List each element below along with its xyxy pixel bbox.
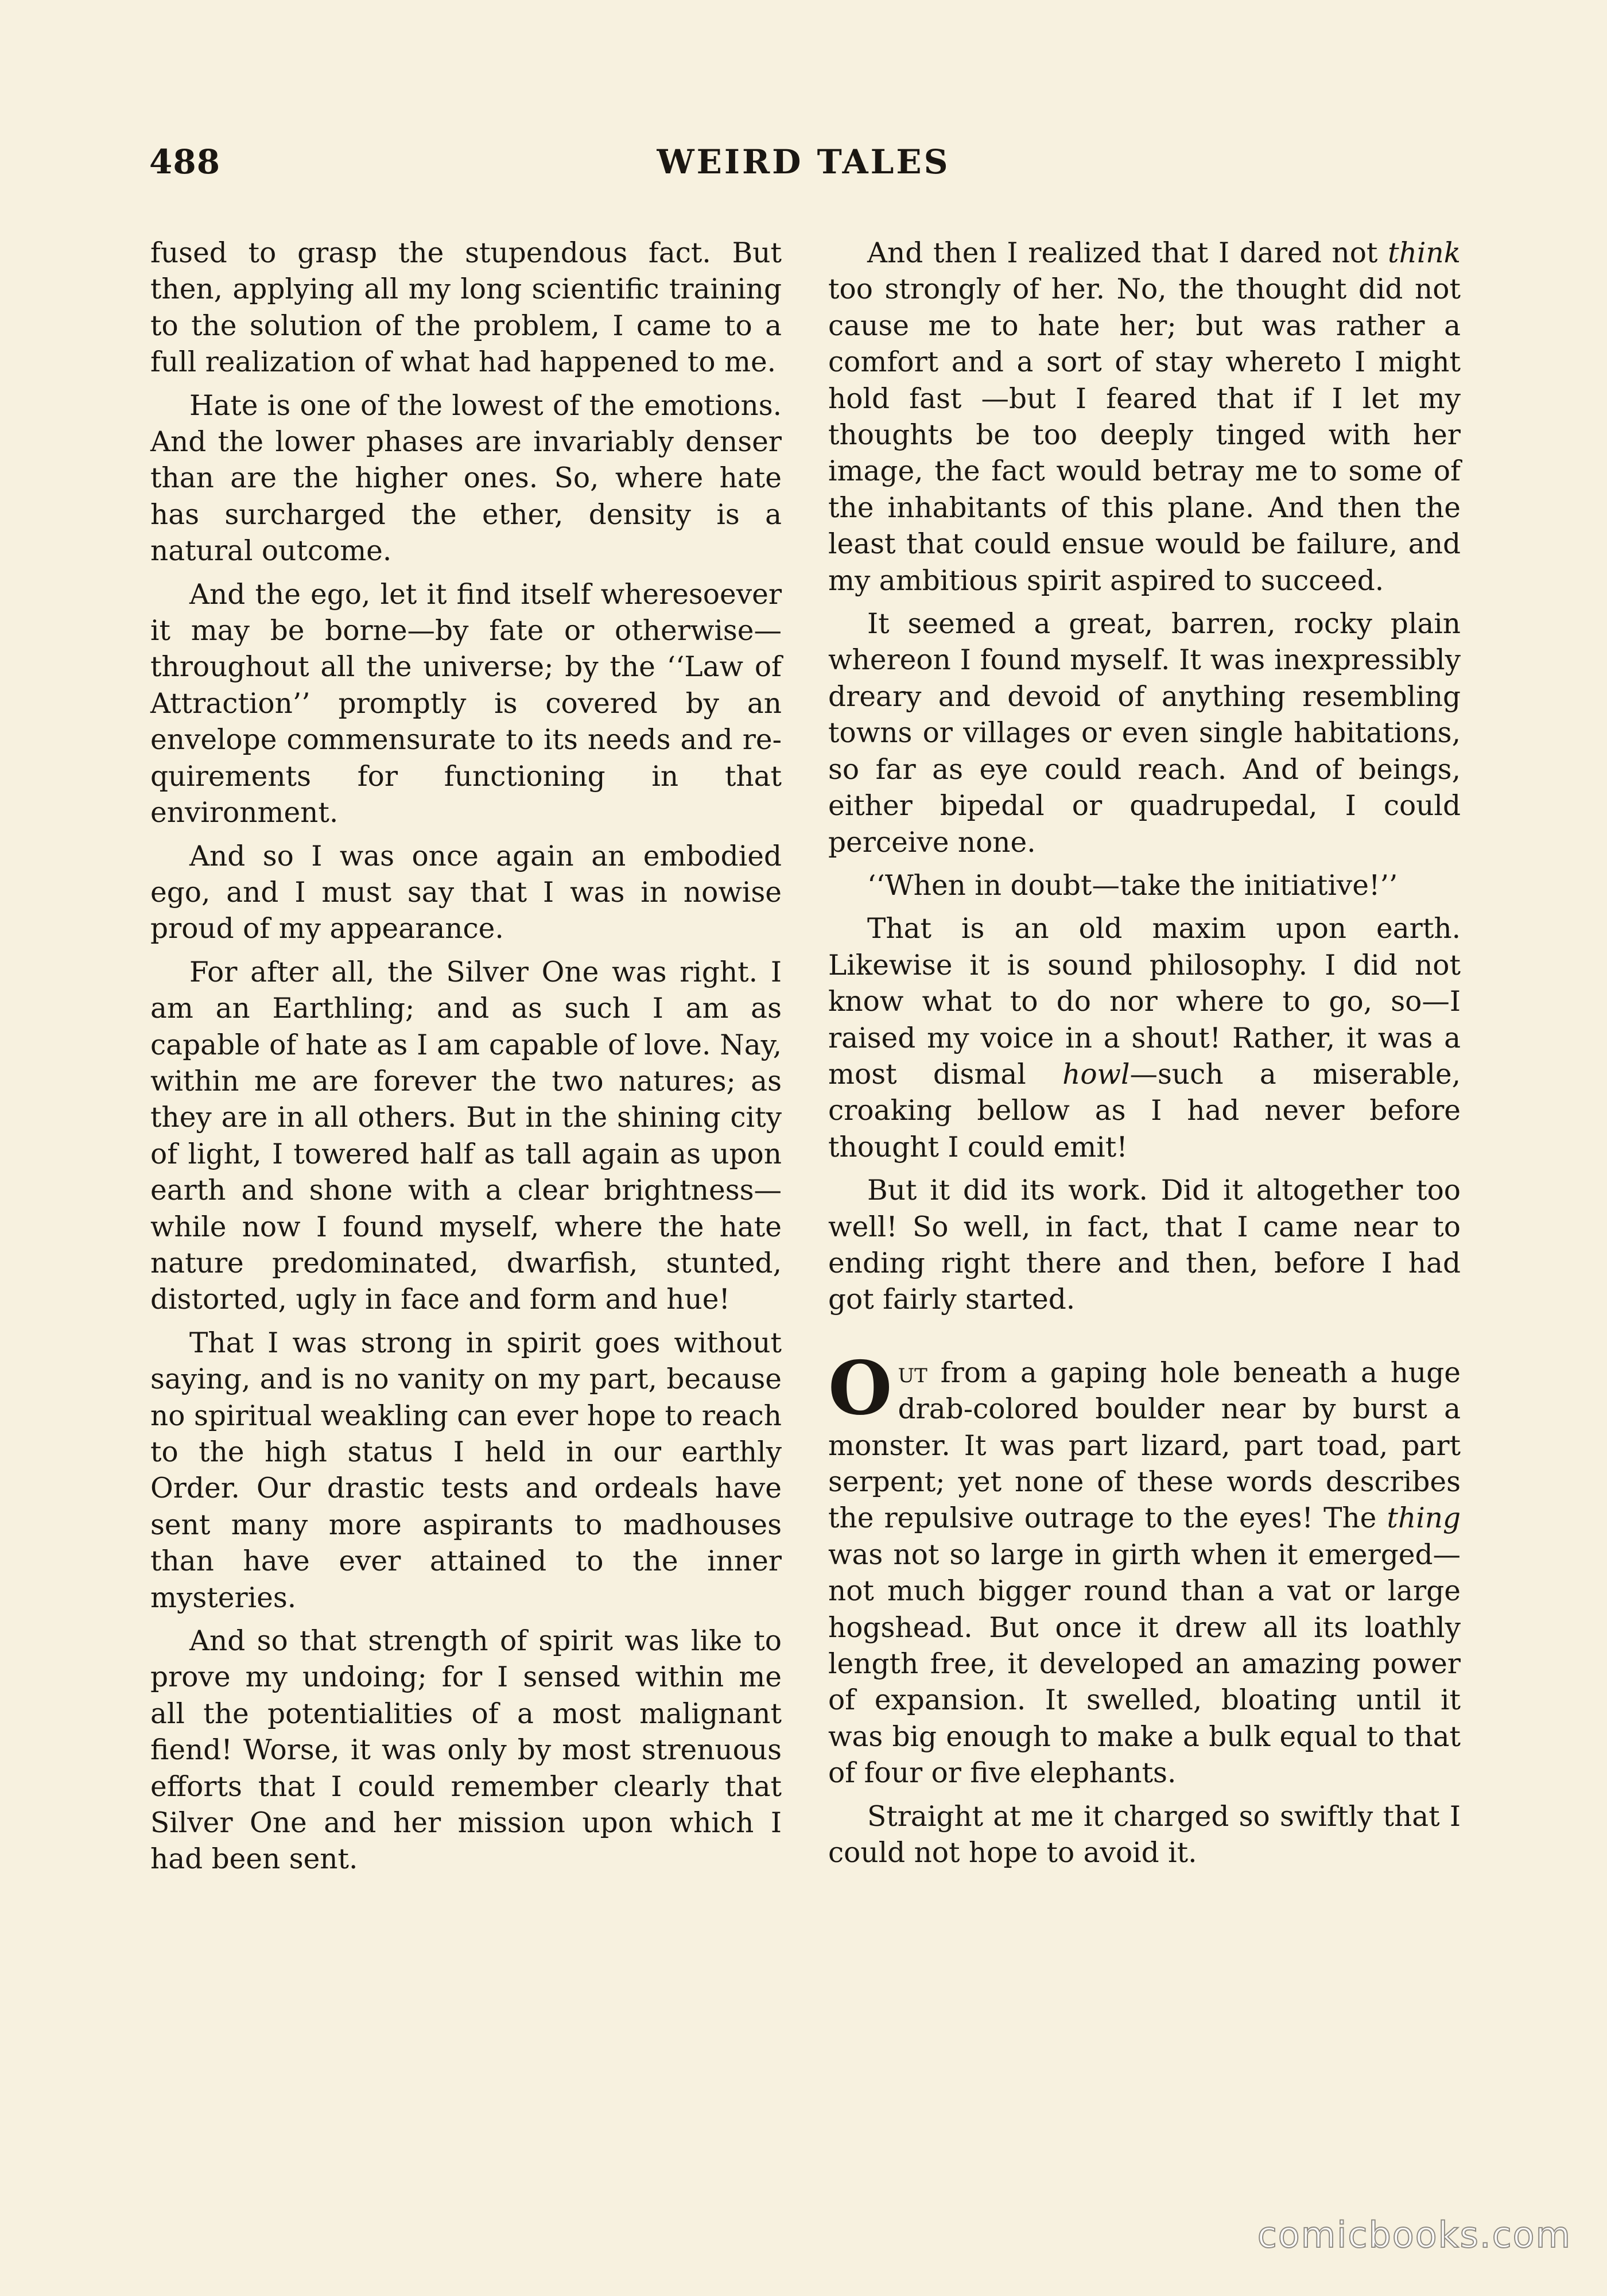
- text-run: was not so large in girth when it emerged—not much bigger round than a vat or large hogshead. But once it drew all its loathly length free, it developed an amazing power of expansion. It swelled, bloating until it was big enough to make a bulk equal to that of four or five elephants.: [828, 1538, 1461, 1790]
- paragraph: For after all, the Silver One was right. I am an Earthling; and as such I am as capable of hate as I am capable of love. Nay, within me are forever the two natures; as they are in all others. But in the shining city of light, I towered half as tall again as upon earth and shone with a clear brightness—while now I found myself, where the hate nature predominated, dwarfish, stunted, distorted, ugly in face and form and hue!: [150, 956, 782, 1316]
- left-column: [150, 235, 782, 1885]
- text-run: That is an old maxim upon earth. Likewise it is sound philosophy. I did not know what to do nor where to go, so—I raised my voice in a shout! Rather, it was a most dismal: [828, 913, 1461, 1091]
- text-run: too strongly of her. No, the thought did not cause me to hate her; but was rather a comfort and a sort of stay whereto I might hold fast —but I feared that if I let my thoughts be too deeply tinged with her image, the fact would betray me to some of the inhabitants of this plane. And then the least that could ensue would be failure, and my ambitious spirit aspired to succeed.: [828, 273, 1461, 597]
- page-header: [149, 142, 1458, 188]
- paragraph: Hate is one of the lowest of the emotions. And the lower phases are invariably denser than are the higher ones. So, where hate has surcharged the ether, density is a natural outcome.: [150, 389, 782, 568]
- emphasis: thing: [1387, 1502, 1461, 1535]
- emphasis: howl: [1062, 1058, 1130, 1091]
- paragraph: ‘‘When in doubt—take the initiative!’’: [867, 869, 1398, 902]
- paragraph: That I was strong in spirit goes without saying, and is no vanity on my part, because no spiritual weakling can ever hope to reach to the high status I held in our earthly Order. Our drastic tests and ordeals have sent many more aspirants to madhouses than have ever attained to the inner mysteries.: [150, 1327, 782, 1614]
- right-column: [828, 235, 1461, 1878]
- paragraph: And so that strength of spirit was like to prove my undoing; for I sensed within me all the potentialities of a most malignant fiend! Worse, it was only by most strenuous efforts that I could remember clearly that Silver One and her mission upon which I had been sent.: [150, 1625, 782, 1876]
- paragraph: Straight at me it charged so swiftly that I could not hope to avoid it.: [828, 1800, 1461, 1870]
- paragraph: And so I was once again an embodied ego, and I must say that I was in nowise proud of my appearance.: [150, 840, 782, 945]
- section-opening-paragraph: [828, 1345, 1461, 1792]
- paragraph: [828, 235, 1461, 599]
- text-run: —such a miserable, croaking bellow as I had never before thought I could emit!: [828, 1058, 1461, 1163]
- paragraph: And the ego, let it find itself wheresoever it may be borne—by fate or otherwise—throughout all the universe; by the ‘‘Law of Attraction’’ promptly is covered by an envelope commensurate to its needs and requirements for functioning in that environment.: [150, 578, 782, 829]
- watermark: comicbooks.com: [1257, 2214, 1571, 2256]
- emphasis: think: [1388, 237, 1461, 269]
- paragraph: It seemed a great, barren, rocky plain whereon I found myself. It was inexpressibly dreary and devoid of anything resembling towns or villages or even single habitations, so far as eye could reach. And of beings, either bipedal or quadrupedal, I could perceive none.: [828, 608, 1461, 859]
- small-caps-run: ut: [898, 1356, 927, 1389]
- drop-cap: O: [828, 1345, 892, 1432]
- paragraph: But it did its work. Did it altogether too well! So well, in fact, that I came near to ending right there and then, before I had got fairly started.: [828, 1174, 1461, 1316]
- text-run: from a gaping hole beneath a huge drab-colored boulder near by burst a monster. It was part lizard, part toad, part serpent; yet none of these words describes the repulsive outrage to the eyes! The: [828, 1356, 1461, 1535]
- paragraph: fused to grasp the stupendous fact. But then, applying all my long scientific training to the solution of the problem, I came to a full realization of what had happened to me.: [150, 237, 782, 379]
- running-title: WEIRD TALES: [657, 142, 950, 181]
- paragraph: [828, 911, 1461, 1166]
- text-run: And then I realized that I dared not: [867, 237, 1388, 269]
- page-number: 488: [149, 142, 221, 181]
